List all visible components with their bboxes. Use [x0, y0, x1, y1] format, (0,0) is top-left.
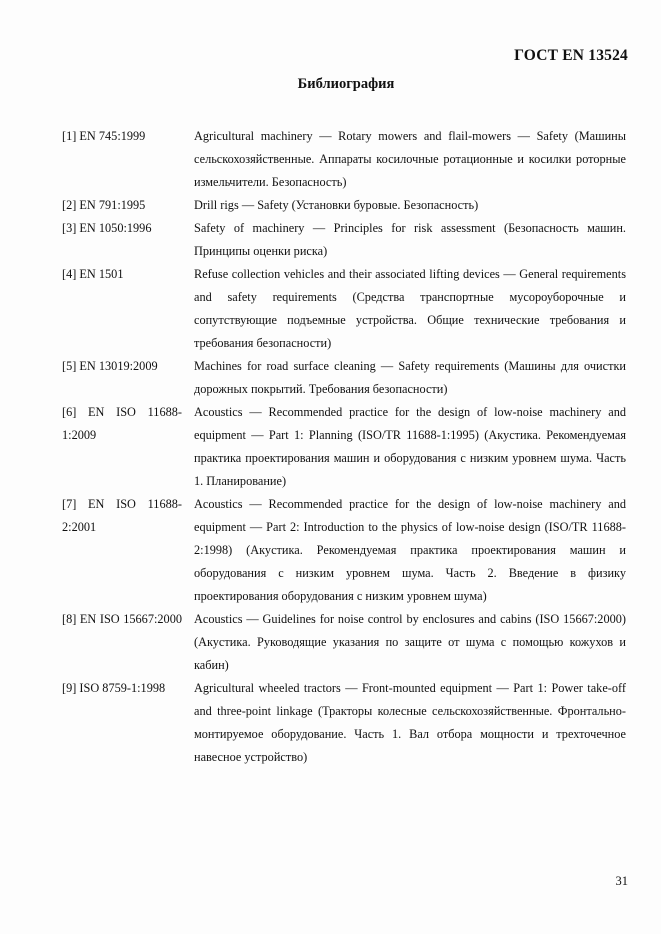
entry-description: Acoustics — Recommended practice for the design of low-noise machinery and equipment — Part 1: Planning (ISO/TR 11688-1:1995) (Акустика. Рекомендуемая практика проектирования машин и оборудования с низким уровнем шума. Часть 1. Планирование) [194, 405, 626, 488]
bibliography-entry [62, 401, 626, 493]
bibliography-entry [62, 355, 626, 401]
bibliography-entry [62, 493, 626, 608]
entry-description: Refuse collection vehicles and their associated lifting devices — General requirements and safety requirements (Средства транспортные мусороуборочные и сопутствующие подъемные устройства. Общие технические требования и требования безопасности) [194, 267, 626, 350]
entry-description: Drill rigs — Safety (Установки буровые. Безопасность) [194, 198, 479, 212]
entry-description: Acoustics — Guidelines for noise control by enclosures and cabins (ISO 15667:2000) (Акустика. Руководящие указания по защите от шума с помощью кожухов и кабин) [194, 612, 626, 672]
entry-description: Agricultural machinery — Rotary mowers and flail-mowers — Safety (Машины сельскохозяйственные. Аппараты косилочные ротационные и косилки роторные измельчители. Безопасность) [194, 129, 626, 189]
entry-reference: [9] ISO 8759-1:1998 [62, 681, 166, 695]
entry-reference: [6] EN ISO 11688-1:2009 [62, 405, 182, 442]
bibliography-entry [62, 194, 626, 217]
entry-description: Acoustics — Recommended practice for the design of low-noise machinery and equipment — Part 2: Introduction to the physics of low-noise design (ISO/TR 11688-2:1998) (Акустика. Рекомендуемая практика проектирования машин и оборудования с низким уровнем шума. Часть 2. Введение в физику проектирования оборудования с низким уровнем шума) [194, 497, 626, 603]
bibliography-entry [62, 217, 626, 263]
entry-description: Agricultural wheeled tractors — Front-mounted equipment — Part 1: Power take-off and three-point linkage (Тракторы колесные сельскохозяйственные. Фронтально-монтируемое оборудование. Часть 1. Вал отбора мощности и трехточечное навесное устройство) [194, 681, 626, 764]
entry-reference: [5] EN 13019:2009 [62, 359, 158, 373]
entry-reference: [8] EN ISO 15667:2000 [62, 612, 182, 626]
bibliography-list [62, 125, 626, 769]
entry-reference: [1] EN 745:1999 [62, 129, 146, 143]
entry-reference: [2] EN 791:1995 [62, 198, 146, 212]
section-title: Библиография [297, 76, 395, 92]
bibliography-entry [62, 677, 626, 769]
bibliography-entry [62, 608, 626, 677]
standard-header: ГОСТ EN 13524 [514, 47, 628, 64]
entry-description: Safety of machinery — Principles for risk assessment (Безопасность машин. Принципы оценки риска) [194, 221, 626, 258]
bibliography-entry [62, 125, 626, 194]
page-number: 31 [615, 874, 628, 888]
bibliography-entry [62, 263, 626, 355]
entry-reference: [7] EN ISO 11688-2:2001 [62, 497, 182, 534]
entry-reference: [4] EN 1501 [62, 267, 124, 281]
entry-description: Machines for road surface cleaning — Safety requirements (Машины для очистки дорожных покрытий. Требования безопасности) [194, 359, 626, 396]
entry-reference: [3] EN 1050:1996 [62, 221, 152, 235]
